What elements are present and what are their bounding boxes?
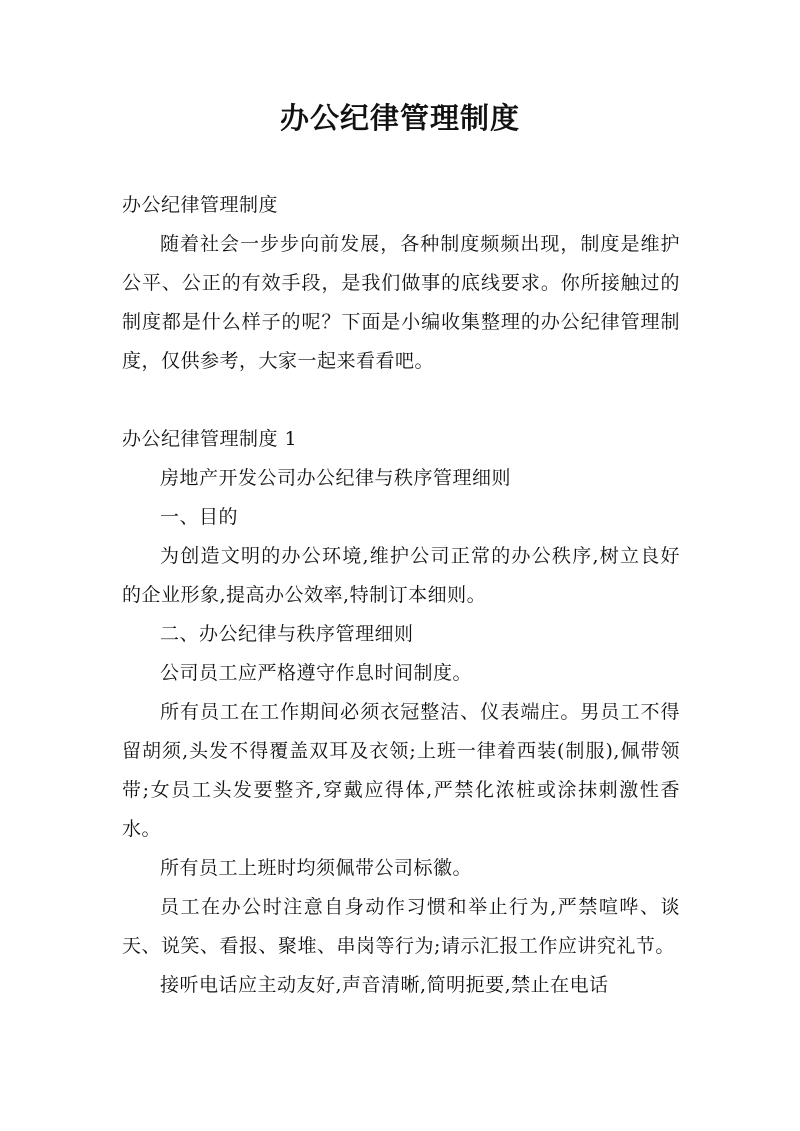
item-heading-purpose: 一、目的 — [160, 506, 239, 528]
rule-paragraph: 所有员工上班时均须佩带公司标徽。 — [160, 857, 473, 879]
rule-paragraph: 公司员工应严格遵守作息时间制度。 — [160, 662, 473, 684]
document-body — [122, 186, 680, 1005]
paragraph-spacer — [122, 381, 680, 420]
section-heading: 办公纪律管理制度 — [122, 194, 279, 216]
item-heading-rules: 二、办公纪律与秩序管理细则 — [160, 623, 414, 645]
rule-paragraph: 接听电话应主动友好,声音清晰,简明扼要,禁止在电话 — [160, 974, 609, 996]
subsection-title: 房地产开发公司办公纪律与秩序管理细则 — [160, 467, 512, 489]
intro-paragraph: 随着社会一步步向前发展，各种制度频频出现，制度是维护公平、公正的有效手段，是我们做事的底线要求。你所接触过的制度都是什么样子的呢？下面是小编收集整理的办公纪律管理制度，仅供参考，大家一起来看看吧。 — [122, 233, 680, 372]
rule-paragraph: 员工在办公时注意自身动作习惯和举止行为,严禁喧哗、谈天、说笑、看报、聚堆、串岗等行为;请示汇报工作应讲究礼节。 — [122, 896, 680, 957]
section-heading-1: 办公纪律管理制度 1 — [122, 428, 298, 450]
purpose-paragraph: 为创造文明的办公环境,维护公司正常的办公秩序,树立良好的企业形象,提高办公效率,特制订本细则。 — [122, 545, 680, 606]
rule-paragraph: 所有员工在工作期间必须衣冠整洁、仪表端庄。男员工不得留胡须,头发不得覆盖双耳及衣领;上班一律着西装(制服),佩带领带;女员工头发要整齐,穿戴应得体,严禁化浓桩或涂抹刺激性香水。 — [122, 701, 680, 840]
document-title: 办公纪律管理制度 — [279, 101, 520, 135]
